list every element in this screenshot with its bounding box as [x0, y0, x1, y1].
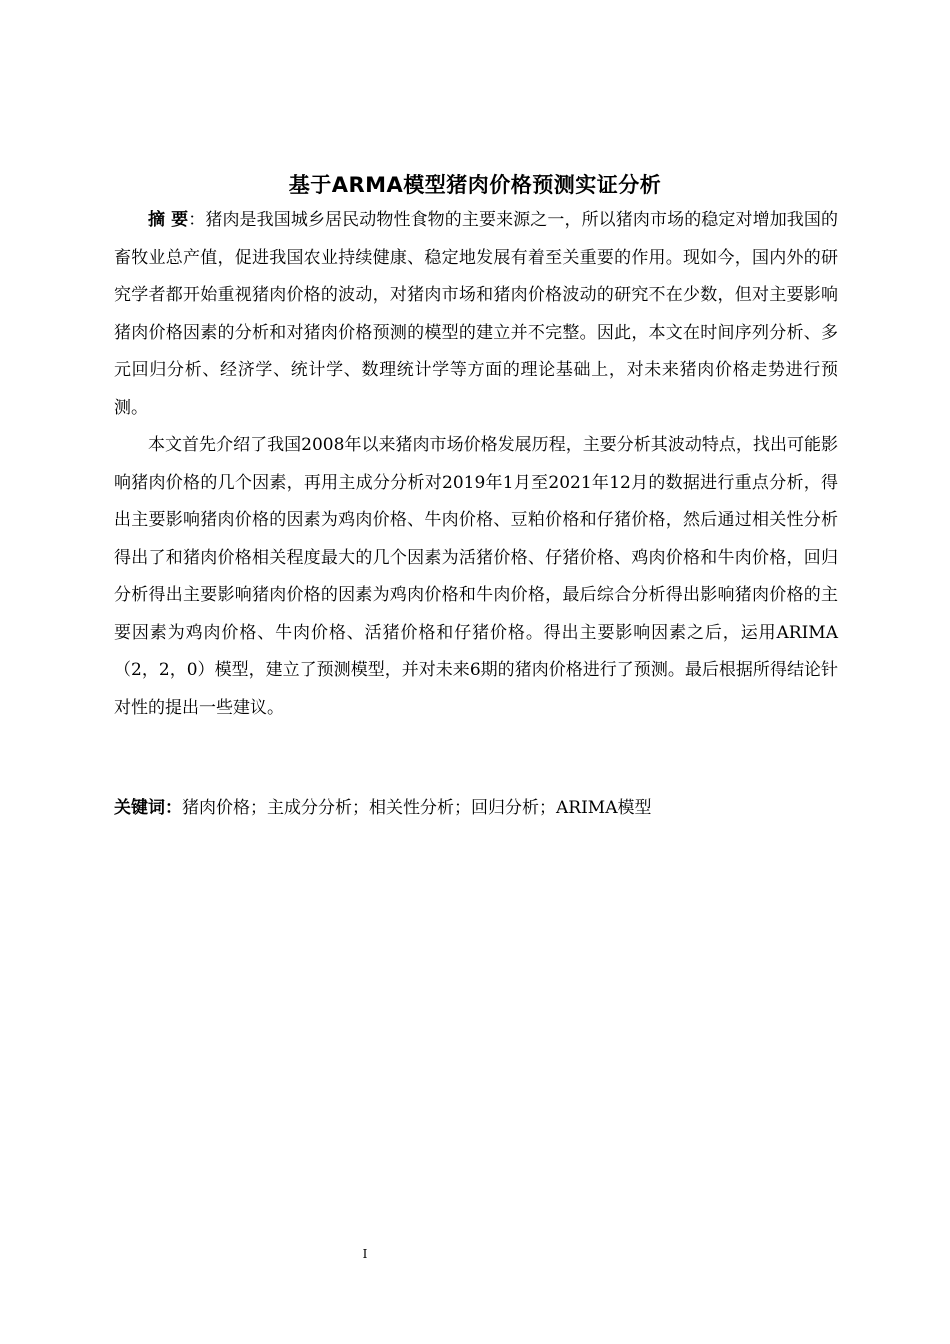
abstract-paragraph-2: 本文首先介绍了我国2008年以来猪肉市场价格发展历程，主要分析其波动特点，找出可能影响猪肉价格的几个因素，再用主成分分析对2019年1月至2021年12月的数据进行重点分析，得出主要影响猪肉价格的因素为鸡肉价格、牛肉价格、豆粕价格和仔猪价格，然后通过相关性分析得出了和猪肉价格相关程度最大的几个因素为活猪价格、仔猪价格、鸡肉价格和牛肉价格，回归分析得出主要影响猪肉价格的因素为鸡肉价格和牛肉价格，最后综合分析得出影响猪肉价格的主要因素为鸡肉价格、牛肉价格、活猪价格和仔猪价格。得出主要影响因素之后，运用ARIMA（2，2，0）模型，建立了预测模型，并对未来6期的猪肉价格进行了预测。最后根据所得结论针对性的提出一些建议。: [114, 435, 838, 718]
keywords-text: 猪肉价格；主成分分析；相关性分析；回归分析；ARIMA模型: [182, 798, 652, 818]
abstract-label: 摘 要: [148, 210, 189, 230]
abstract-colon: ：: [188, 210, 206, 230]
page-number: I: [362, 1247, 368, 1261]
abstract-paragraph-1-text: 猪肉是我国城乡居民动物性食物的主要来源之一，所以猪肉市场的稳定对增加我国的畜牧业总产值，促进我国农业持续健康、稳定地发展有着至关重要的作用。现如今，国内外的研究学者都开始重视猪肉价格的波动，对猪肉市场和猪肉价格波动的研究不在少数，但对主要影响猪肉价格因素的分析和对猪肉价格预测的模型的建立并不完整。因此，本文在时间序列分析、多元回归分析、经济学、统计学、数理统计学等方面的理论基础上，对未来猪肉价格走势进行预测。: [114, 210, 839, 418]
abstract-paragraph-1: [114, 202, 838, 427]
keywords-colon: ：: [165, 798, 182, 818]
abstract-section: [114, 202, 838, 727]
keywords-label: 关键词: [114, 798, 165, 818]
paper-title: 基于ARMA模型猪肉价格预测实证分析: [288, 173, 662, 197]
keywords-line: [114, 790, 838, 828]
